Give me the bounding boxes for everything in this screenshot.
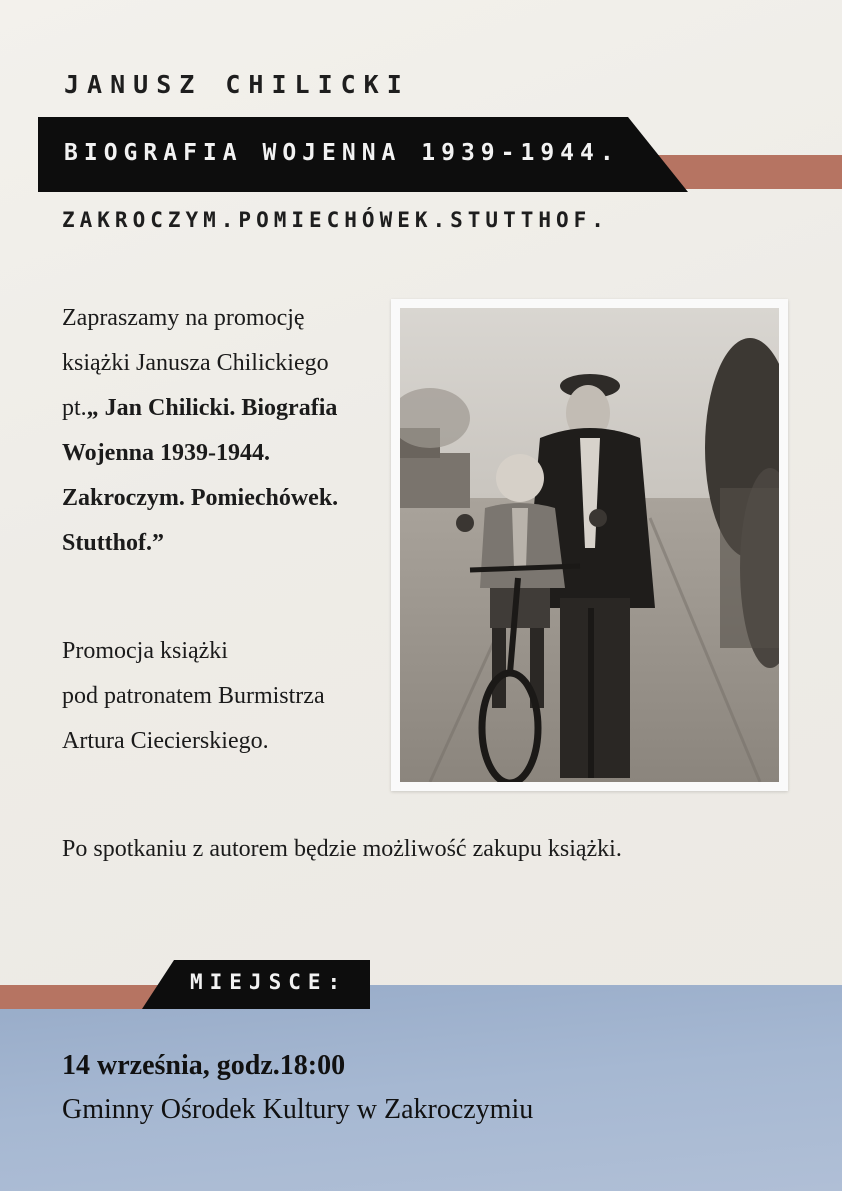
- quote-open: „: [86, 395, 99, 421]
- invitation-text: [62, 296, 382, 566]
- invite-line: [62, 476, 382, 521]
- book-title-part: Jan Chilicki. Biografia: [104, 395, 338, 421]
- book-title-part: Stutthof.”: [62, 530, 165, 556]
- photo-frame: [391, 299, 788, 791]
- invite-line: [62, 431, 382, 476]
- book-subtitle-places: ZAKROCZYM.POMIECHÓWEK.STUTTHOF.: [62, 208, 609, 232]
- patron-line: pod patronatem Burmistrza: [62, 683, 325, 709]
- vintage-photo: [400, 308, 779, 782]
- book-title-part: Zakroczym. Pomiechówek.: [62, 485, 339, 511]
- event-date: 14 września, godz.18:00: [62, 1050, 346, 1081]
- vintage-photo-icon: [400, 308, 779, 782]
- patronage-text: [62, 629, 382, 764]
- event-venue: Gminny Ośrodek Kultury w Zakroczymiu: [62, 1094, 534, 1125]
- invite-line: [62, 521, 382, 566]
- invite-line: książki Janusza Chilickiego: [62, 350, 329, 376]
- footer-panel: [0, 985, 842, 1191]
- invite-line: Zapraszamy na promocję: [62, 305, 305, 331]
- after-meeting-text: Po spotkaniu z autorem będzie możliwość zakupu książki.: [62, 836, 622, 862]
- place-label: MIEJSCE:: [190, 970, 348, 994]
- book-title-part: Wojenna 1939-1944.: [62, 440, 271, 466]
- patron-line: Artura Ciecierskiego.: [62, 728, 269, 754]
- author-name: JANUSZ CHILICKI: [64, 70, 410, 99]
- patron-line: Promocja książki: [62, 638, 228, 664]
- title-prefix: pt.: [62, 395, 87, 421]
- book-title: BIOGRAFIA WOJENNA 1939-1944.: [64, 140, 620, 166]
- invite-line: [62, 386, 382, 431]
